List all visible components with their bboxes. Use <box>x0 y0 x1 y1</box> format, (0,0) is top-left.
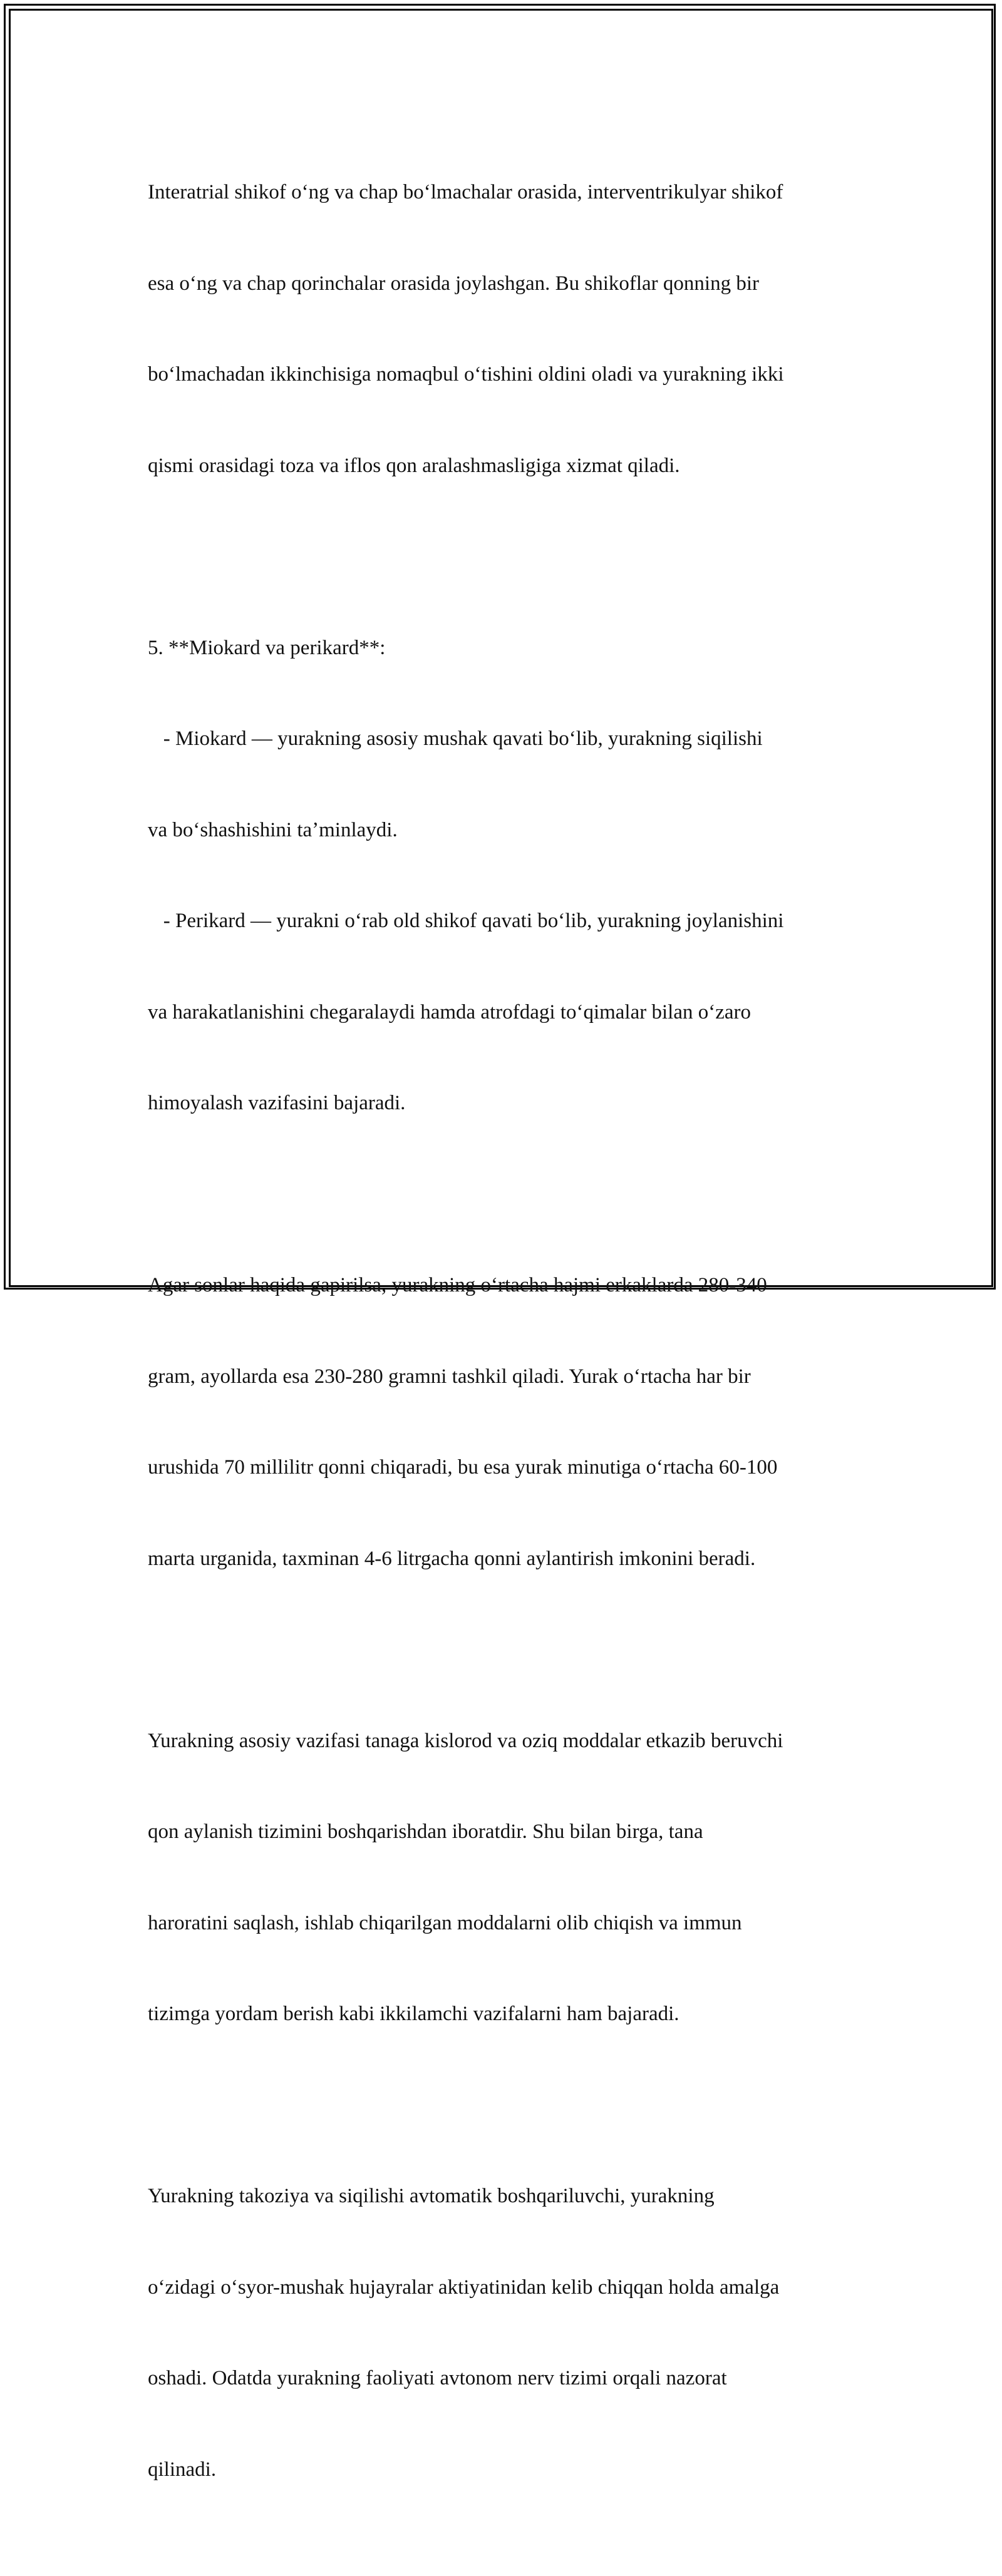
text-line: boʻlmachadan ikkinchisiga nomaqbul oʻtishini oldini oladi va yurakning ikki <box>148 363 784 386</box>
text-line: Agar sonlar haqida gapirilsa, yurakning oʻrtacha hajmi erkaklarda 280-340 <box>148 1274 767 1296</box>
paragraph-numbers <box>148 1209 868 1634</box>
paragraph-septum <box>148 116 868 541</box>
text-line: qon aylanish tizimini boshqarishdan iboratdir. Shu bilan birga, tana <box>148 1820 703 1843</box>
text-line: qismi orasidagi toza va iflos qon aralashmasligiga xizmat qiladi. <box>148 454 680 477</box>
list-item-line: va harakatlanishini chegaralaydi hamda atrofdagi toʻqimalar bilan oʻzaro <box>148 1000 751 1024</box>
paragraph-miokard-perikard <box>148 572 868 1179</box>
text-line: Yurakning takoziya va siqilishi avtomatik boshqariluvchi, yurakning <box>148 2185 715 2207</box>
paragraph-main-function <box>148 1665 868 2090</box>
text-line: Yurakning asosiy vazifasi tanaga kislorod va oziq moddalar etkazib beruvchi <box>148 1729 783 1752</box>
list-item-line: - Perikard — yurakni oʻrab old shikof qavati boʻlib, yurakning joylanishini <box>148 910 784 932</box>
text-line: Interatrial shikof oʻng va chap boʻlmachalar orasida, interventrikulyar shikof <box>148 181 783 203</box>
text-line: gram, ayollarda esa 230-280 gramni tashkil qiladi. Yurak oʻrtacha har bir <box>148 1365 751 1388</box>
text-line: esa oʻng va chap qorinchalar orasida joylashgan. Bu shikoflar qonning bir <box>148 272 759 295</box>
list-heading: 5. **Miokard va perikard**: <box>148 636 386 659</box>
list-item-line: va boʻshashishini taʼminlaydi. <box>148 818 398 841</box>
text-line: urushida 70 millilitr qonni chiqaradi, bu esa yurak minutiga oʻrtacha 60-100 <box>148 1456 778 1479</box>
text-line: oshadi. Odatda yurakning faoliyati avtonom nerv tizimi orqali nazorat <box>148 2367 727 2389</box>
text-line: tizimga yordam berish kabi ikkilamchi vazifalarni ham bajaradi. <box>148 2003 679 2025</box>
text-line: haroratini saqlash, ishlab chiqarilgan moddalarni olib chiqish va immun <box>148 1911 742 1934</box>
document-body <box>148 116 868 2576</box>
text-line: oʻzidagi oʻsyor-mushak hujayralar aktiyatinidan kelib chiqqan holda amalga <box>148 2276 780 2299</box>
text-line: marta urganida, taxminan 4-6 litrgacha qonni aylantirish imkonini beradi. <box>148 1547 756 1570</box>
text-line: qilinadi. <box>148 2458 217 2481</box>
paragraph-automation <box>148 2120 868 2545</box>
list-item-line: himoyalash vazifasini bajaradi. <box>148 1092 406 1114</box>
list-item-line: - Miokard — yurakning asosiy mushak qavati boʻlib, yurakning siqilishi <box>148 727 763 750</box>
